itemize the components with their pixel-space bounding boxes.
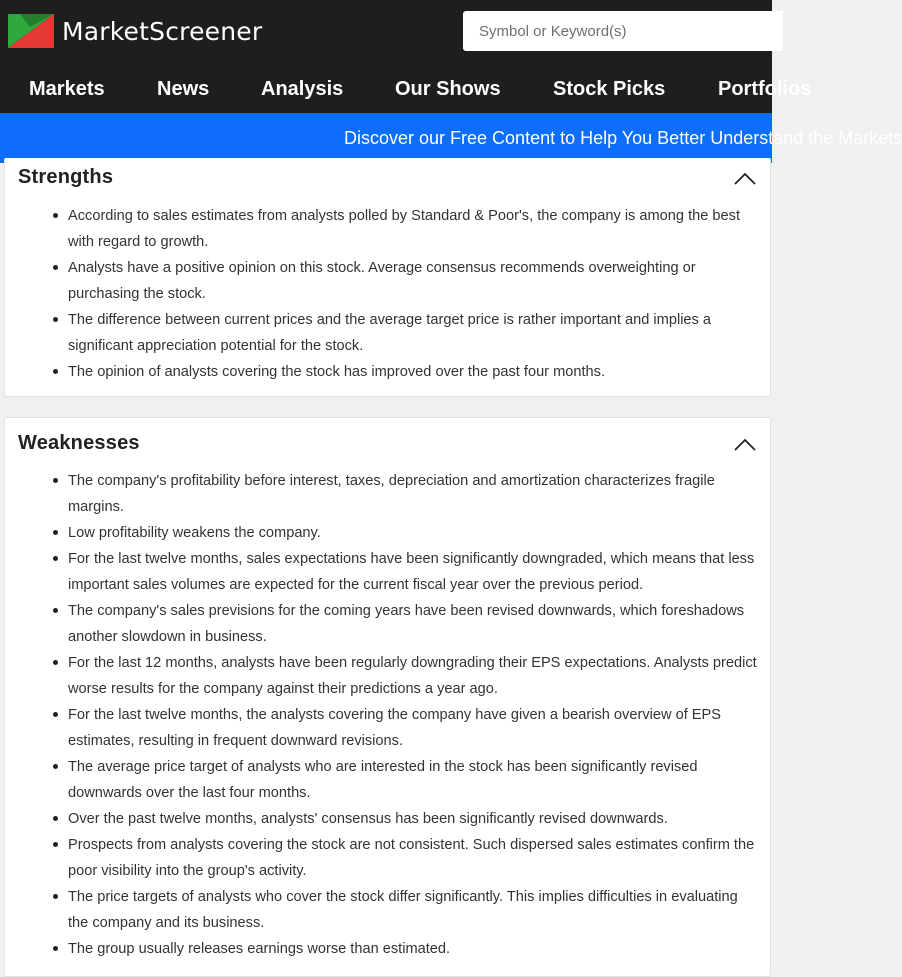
list-item: For the last 12 months, analysts have been regularly downgrading their EPS expectations. Analysts predict worse results for the company against their predictions a year ago. bbox=[68, 650, 758, 702]
strengths-list bbox=[68, 203, 758, 385]
nav-item-news[interactable]: News bbox=[157, 78, 210, 100]
weaknesses-title: Weaknesses bbox=[18, 432, 140, 454]
list-item: For the last twelve months, the analysts covering the company have given a bearish overview of EPS estimates, resulting in frequent downward revisions. bbox=[68, 702, 758, 754]
main-nav bbox=[0, 65, 812, 113]
list-item: The company's sales previsions for the coming years have been revised downwards, which foreshadows another slowdown in business. bbox=[68, 598, 758, 650]
marketscreener-logo-icon bbox=[8, 14, 56, 48]
search-box[interactable] bbox=[463, 11, 783, 51]
list-item: The opinion of analysts covering the stock has improved over the past four months. bbox=[68, 359, 758, 385]
nav-item-stock-picks[interactable]: Stock Picks bbox=[553, 78, 666, 100]
chevron-up-icon[interactable] bbox=[734, 437, 756, 451]
list-item: The price targets of analysts who cover the stock differ significantly. This implies difficulties in evaluating the company and its business. bbox=[68, 884, 758, 936]
weaknesses-list bbox=[68, 468, 758, 962]
strengths-title: Strengths bbox=[18, 166, 114, 188]
top-header bbox=[0, 0, 772, 65]
promo-banner[interactable] bbox=[0, 113, 902, 163]
nav-item-analysis[interactable]: Analysis bbox=[261, 78, 344, 100]
list-item: Analysts have a positive opinion on this stock. Average consensus recommends overweighting or purchasing the stock. bbox=[68, 255, 758, 307]
chevron-up-icon[interactable] bbox=[734, 171, 756, 185]
strengths-card bbox=[4, 158, 771, 397]
promo-banner-text[interactable]: Discover our Free Content to Help You Better Understand the Markets bbox=[344, 128, 902, 148]
list-item: The company's profitability before interest, taxes, depreciation and amortization characterizes fragile margins. bbox=[68, 468, 758, 520]
site-logo[interactable] bbox=[8, 14, 262, 48]
list-item: According to sales estimates from analysts polled by Standard & Poor's, the company is among the best with regard to growth. bbox=[68, 203, 758, 255]
nav-item-markets[interactable]: Markets bbox=[29, 78, 105, 100]
logo-text: MarketScreener bbox=[62, 16, 263, 46]
list-item: Low profitability weakens the company. bbox=[68, 520, 758, 546]
list-item: The average price target of analysts who are interested in the stock has been significantly revised downwards over the last four months. bbox=[68, 754, 758, 806]
list-item: The difference between current prices and the average target price is rather important and implies a significant appreciation potential for the stock. bbox=[68, 307, 758, 359]
list-item: The group usually releases earnings worse than estimated. bbox=[68, 936, 758, 962]
list-item: For the last twelve months, sales expectations have been significantly downgraded, which means that less important sales volumes are expected for the current fiscal year over the previous period. bbox=[68, 546, 758, 598]
list-item: Over the past twelve months, analysts' consensus has been significantly revised downwards. bbox=[68, 806, 758, 832]
nav-item-portfolios[interactable]: Portfolios bbox=[718, 78, 812, 100]
nav-item-our-shows[interactable]: Our Shows bbox=[395, 78, 501, 100]
weaknesses-card bbox=[4, 417, 771, 977]
search-input[interactable] bbox=[479, 23, 767, 40]
list-item: Prospects from analysts covering the stock are not consistent. Such dispersed sales estimates confirm the poor visibility into the group's activity. bbox=[68, 832, 758, 884]
